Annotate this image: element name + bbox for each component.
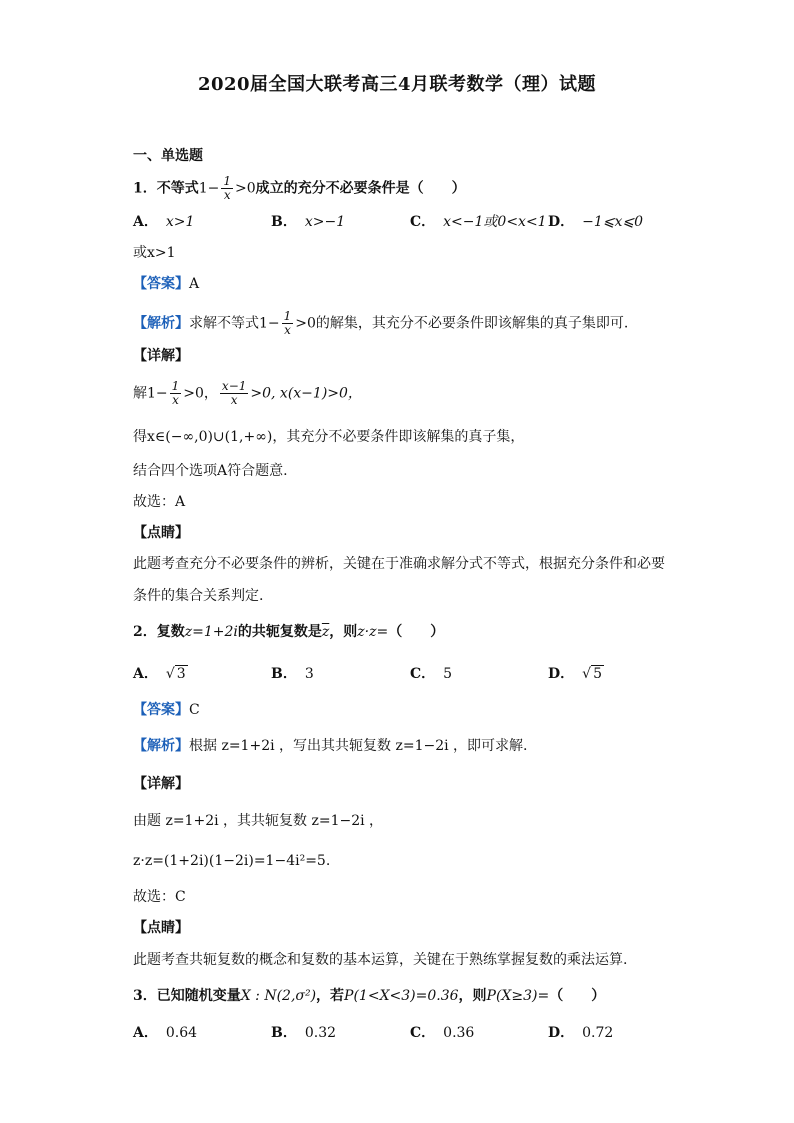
option-label: D． (548, 1025, 575, 1041)
math-fraction (221, 175, 233, 202)
option-text: 5 (593, 666, 602, 682)
option-d (548, 212, 643, 232)
option-text: 0.72 (582, 1025, 614, 1041)
fraction-denominator: x (172, 393, 179, 407)
answer-line (133, 700, 200, 720)
analysis-tag (133, 738, 189, 754)
fraction-denominator: x (284, 323, 291, 337)
detail-line-1: 由题 z=1+2i ，其共轭复数 z=1−2i ， (133, 813, 384, 829)
math-expr: 1− (147, 385, 168, 402)
question-text: （ ） (549, 988, 606, 1004)
math-expr: P(X≥3)= (486, 988, 550, 1004)
analysis-line (133, 310, 628, 337)
answer-line (133, 274, 199, 294)
detail-heading (133, 346, 189, 366)
result-line: 故选：A (133, 494, 186, 510)
math-expr: 1− (198, 180, 220, 197)
option-text: x>1 (165, 214, 195, 230)
sqrt-sign: √ (165, 666, 175, 682)
question-text: （ ） (388, 624, 445, 640)
sqrt-sign: √ (582, 666, 592, 682)
comment-heading (133, 918, 189, 938)
question-text: 的共轭复数是 (237, 624, 322, 640)
option-label: B． (271, 214, 297, 230)
option-label: B． (271, 1025, 297, 1041)
math-fraction (170, 380, 182, 407)
math-expr: >0 (295, 315, 316, 332)
answer-tag (133, 276, 189, 292)
question-text: ，则 (458, 988, 487, 1004)
question-text: 不等式 (156, 180, 199, 197)
math-expr: >0 (235, 180, 256, 197)
section-heading: 一、单选题 (133, 148, 203, 164)
fraction-denominator: x (230, 393, 238, 407)
option-label: A． (133, 666, 158, 682)
answer-label: 【答案】 (133, 276, 189, 292)
fraction-numerator: 1 (223, 174, 232, 188)
fraction-numerator: 1 (283, 309, 292, 323)
option-text: 3 (176, 666, 186, 682)
option-label: C． (410, 214, 436, 230)
option-text: 5 (443, 666, 453, 682)
detail-line-1 (133, 380, 362, 407)
detail-label: 【详解】 (133, 776, 189, 792)
question-text: ，若 (316, 988, 345, 1004)
comment-line-1: 此题考查共轭复数的概念和复数的基本运算，关键在于熟练掌握复数的乘法运算. (133, 952, 628, 968)
option-text: 0.32 (304, 1025, 337, 1041)
answer-tag (133, 702, 189, 718)
detail-heading (133, 774, 189, 794)
comment-label: 【点睛】 (133, 920, 189, 936)
analysis-text: 根据 z=1+2i ，写出其共轭复数 z=1−2i ，即可求解. (189, 738, 528, 754)
detail-text: ， (203, 385, 218, 402)
fraction-denominator: x (223, 188, 231, 202)
option-text: x>−1 (304, 214, 346, 230)
comment-label: 【点睛】 (133, 525, 189, 541)
detail-line-3: 结合四个选项A符合题意. (133, 463, 288, 479)
page-title: 2020届全国大联考高三4月联考数学（理）试题 (197, 74, 597, 95)
question-text: 成立的充分不必要条件是（ ） (255, 180, 466, 197)
detail-text: 解 (133, 385, 147, 402)
analysis-label: 【解析】 (133, 315, 189, 332)
option-text: 3 (304, 666, 314, 682)
option-c (410, 212, 547, 232)
result-line: 故选：C (133, 889, 186, 905)
option-c (410, 1023, 474, 1043)
analysis-text: 求解不等式 (189, 315, 259, 332)
analysis-label: 【解析】 (133, 738, 189, 754)
option-a (133, 664, 188, 684)
question-text: 已知随机变量 (156, 988, 241, 1004)
option-a (133, 1023, 197, 1043)
math-expr: $\overline{z}$ (321, 624, 330, 640)
option-label: A． (133, 1025, 158, 1041)
question-3-stem (133, 986, 605, 1006)
question-number: 1． (133, 180, 157, 197)
question-number: 2． (133, 624, 157, 640)
comment-heading (133, 523, 189, 543)
comment-line-1: 此题考查充分不必要条件的辨析，关键在于准确求解分式不等式，根据充分条件和必要 (133, 556, 665, 572)
option-label: C． (410, 666, 436, 682)
option-d (548, 664, 604, 684)
analysis-line (133, 736, 528, 756)
option-d (548, 1023, 613, 1043)
option-c (410, 664, 452, 684)
detail-line-2: 得x∈(−∞,0)∪(1,+∞)，其充分不必要条件即该解集的真子集， (133, 429, 525, 445)
detail-line-2: z·z=(1+2i)(1−2i)=1−4i²=5. (133, 853, 331, 869)
math-expr: >0, x(x−1)>0， (250, 385, 362, 402)
math-expr: z·z= (357, 624, 389, 640)
option-text: 0.36 (443, 1025, 475, 1041)
analysis-tag (133, 316, 189, 332)
answer-value: C (189, 702, 200, 718)
option-label: A． (133, 214, 158, 230)
question-2-stem (133, 622, 444, 642)
option-text: x<−1或0<x<1 (443, 214, 547, 230)
fraction-numerator: 1 (171, 379, 180, 393)
option-label: D． (548, 666, 575, 682)
answer-value: A (189, 276, 200, 292)
math-fraction (220, 380, 248, 407)
fraction-numerator: x−1 (221, 379, 247, 393)
math-fraction (282, 310, 294, 337)
option-label: B． (271, 666, 297, 682)
option-b (271, 664, 314, 684)
question-1-stem (133, 175, 466, 202)
option-text: −1⩽x⩽0 (582, 214, 644, 230)
comment-line-2: 条件的集合关系判定. (133, 588, 264, 604)
math-expr: 1− (259, 315, 280, 332)
option-text: 0.64 (165, 1025, 198, 1041)
option-label: C． (410, 1025, 436, 1041)
option-d-continued: 或x>1 (133, 245, 176, 261)
option-a (133, 212, 194, 232)
option-b (271, 1023, 336, 1043)
analysis-text: 的解集，其充分不必要条件即该解集的真子集即可. (315, 315, 629, 332)
question-text: 复数 (156, 624, 185, 640)
math-expr: >0 (183, 385, 204, 402)
math-expr: X : N(2,σ²) (240, 988, 317, 1004)
math-expr: P(1<X<3)=0.36 (344, 988, 459, 1004)
option-b (271, 212, 345, 232)
math-expr: z=1+2i (184, 624, 238, 640)
detail-label: 【详解】 (133, 348, 189, 364)
answer-label: 【答案】 (133, 702, 189, 718)
option-label: D． (548, 214, 575, 230)
question-text: ，则 (329, 624, 358, 640)
question-number: 3． (133, 988, 157, 1004)
